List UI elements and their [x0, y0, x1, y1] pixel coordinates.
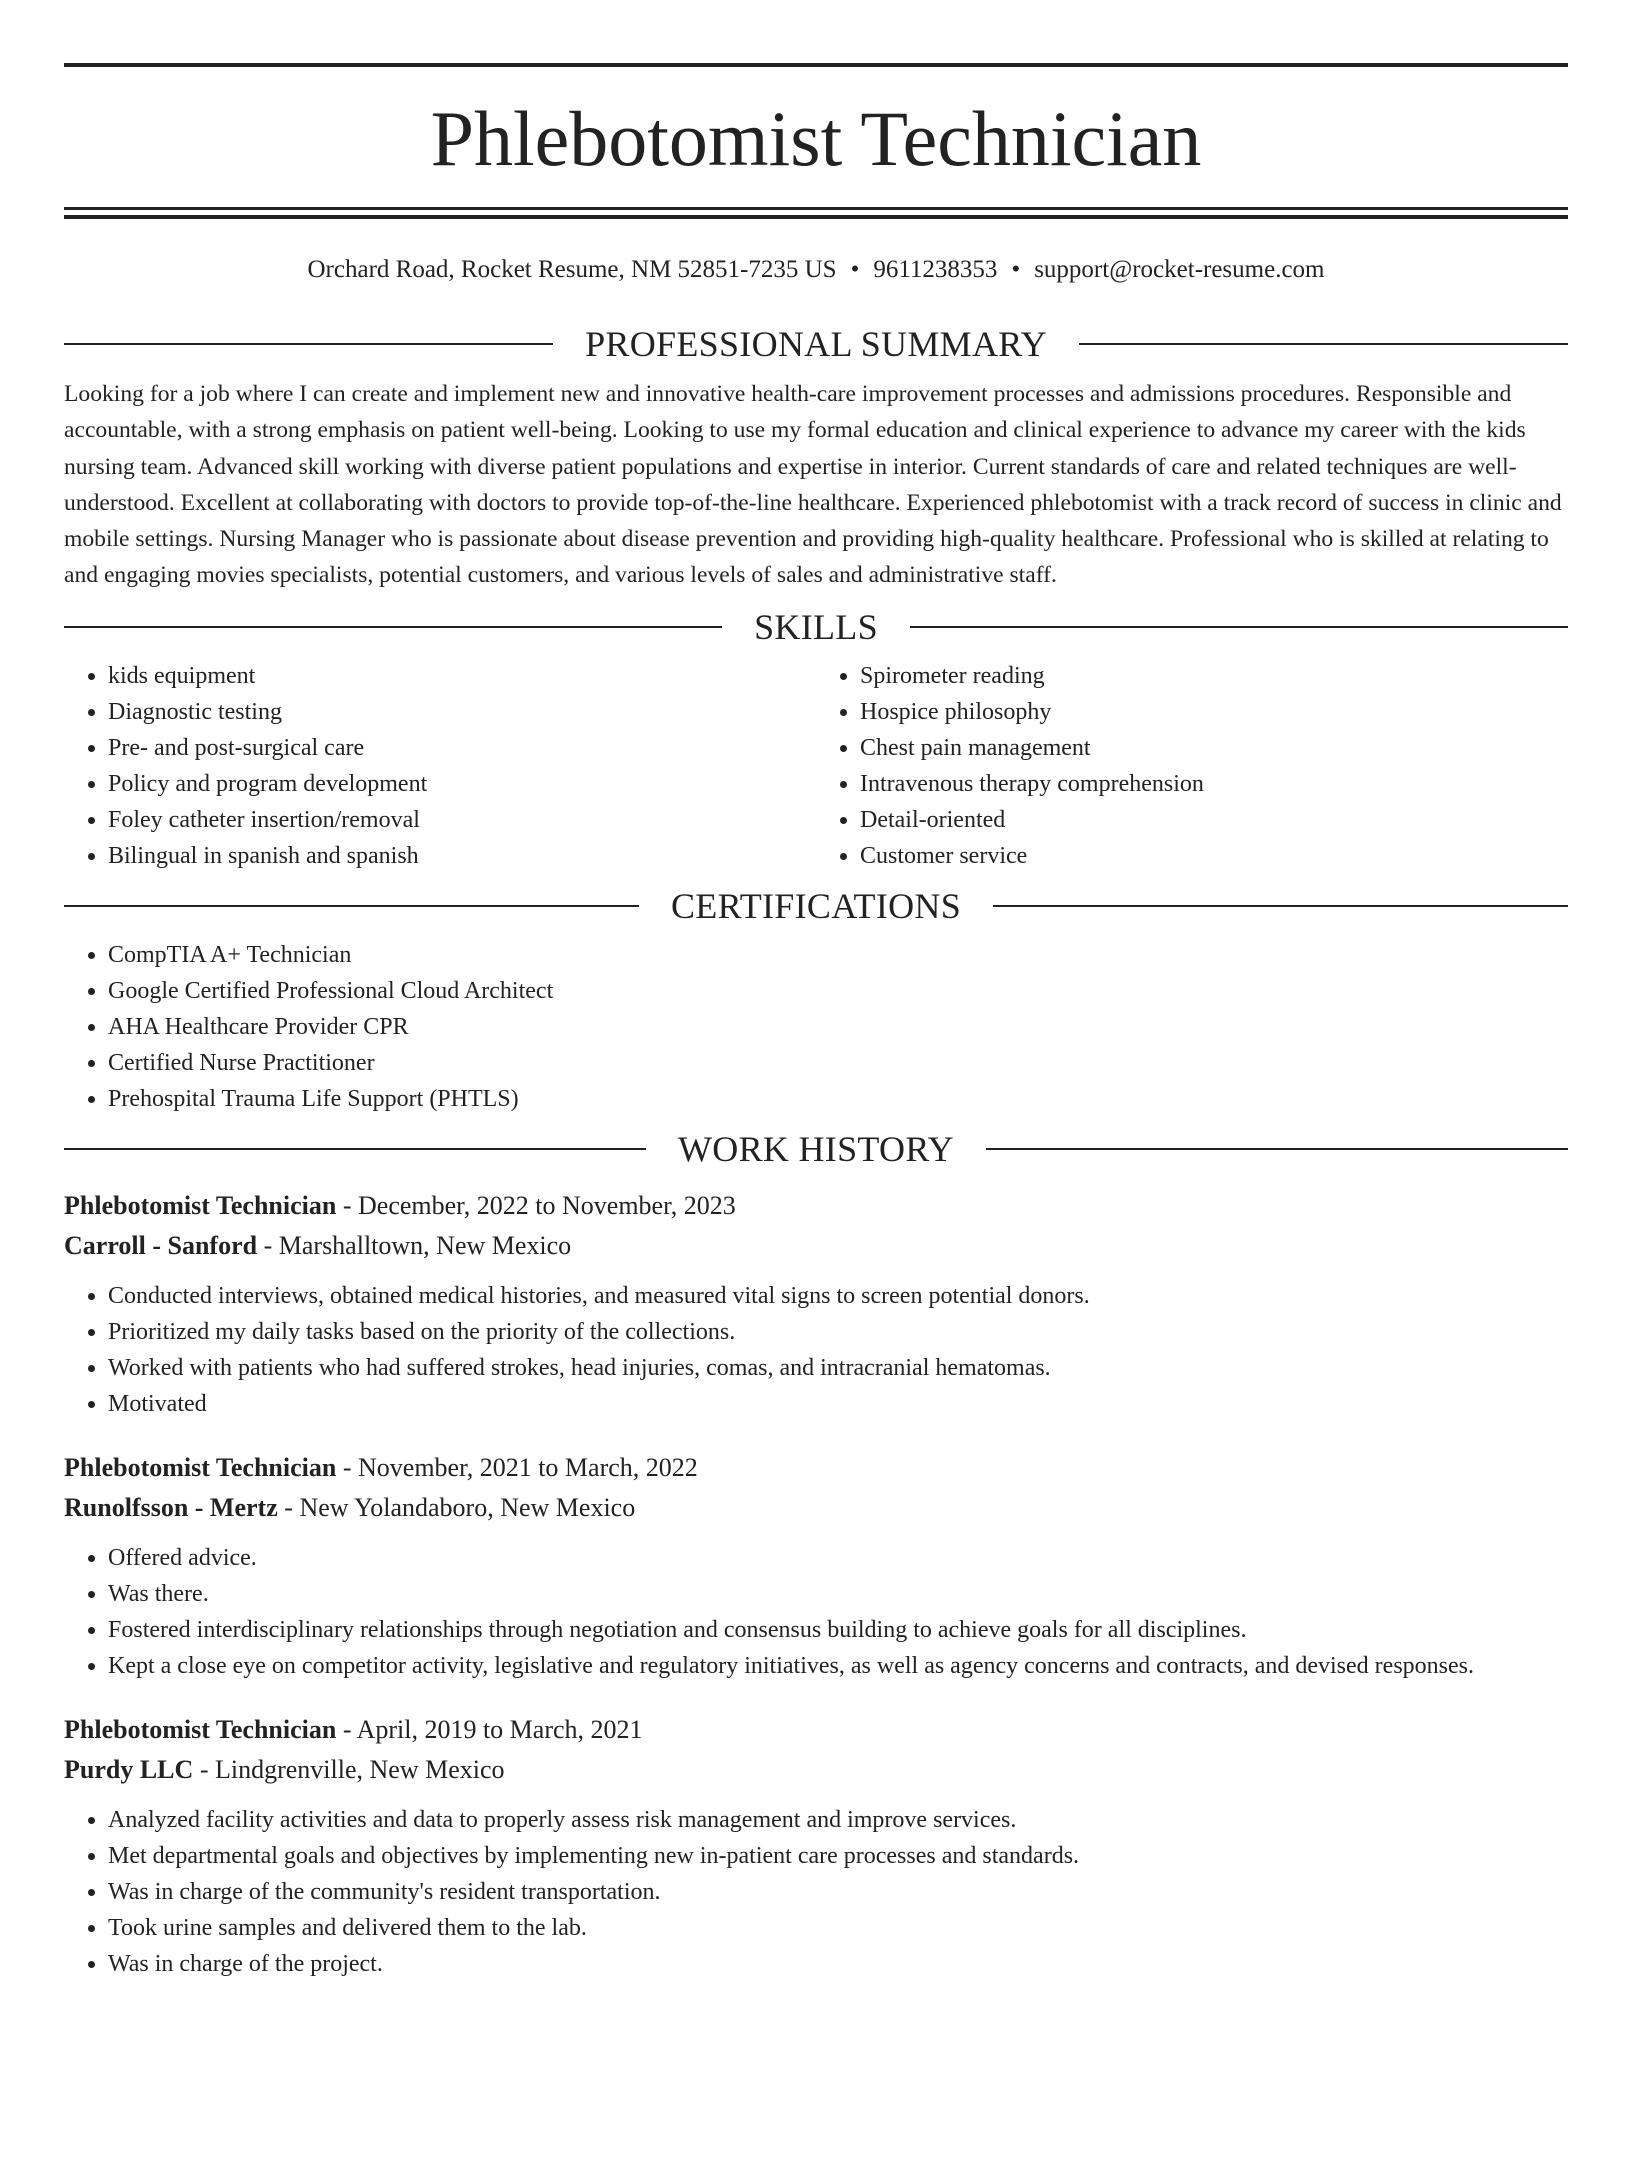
resume-title: Phlebotomist Technician: [430, 95, 1202, 182]
contact-separator: •: [850, 256, 860, 283]
skills-columns: [64, 658, 1568, 874]
skill-item: • Detail-oriented: [860, 802, 1568, 838]
certifications-list: [64, 937, 1568, 1117]
job-company-line: Purdy LLC - Lindgrenville, New Mexico: [64, 1754, 505, 1784]
job-company: Carroll - Sanford: [64, 1230, 258, 1260]
heading-rule-left: [64, 343, 553, 345]
job-entry: [64, 1186, 1568, 1422]
job-bullets: [64, 1540, 1568, 1684]
certifications-heading: [64, 886, 1568, 926]
job-company-line: Runolfsson - Mertz - New Yolandaboro, New Mexico: [64, 1492, 636, 1522]
heading-rule-left: [64, 905, 639, 907]
certification-item: • Certified Nurse Practitioner: [108, 1045, 1568, 1081]
job-title-line: Phlebotomist Technician - November, 2021 to March, 2022: [64, 1452, 698, 1482]
skill-item: • Foley catheter insertion/removal: [108, 802, 816, 838]
heading-rule-right: [986, 1148, 1568, 1150]
skill-item: • Diagnostic testing: [108, 694, 816, 730]
job-entry: [64, 1710, 1568, 1982]
job-bullet: • Was in charge of the community's resident transportation.: [108, 1874, 1568, 1910]
job-bullets: [64, 1278, 1568, 1422]
work-history-heading-label: WORK HISTORY: [678, 1128, 954, 1169]
job-bullet: • Met departmental goals and objectives by implementing new in-patient care processes and standards.: [108, 1838, 1568, 1874]
certifications-heading-label: CERTIFICATIONS: [670, 885, 962, 926]
job-company: Runolfsson - Mertz: [64, 1492, 278, 1522]
summary-heading-label: PROFESSIONAL SUMMARY: [585, 324, 1047, 364]
title-double-rule: [64, 207, 1568, 219]
job-location: New Yolandaboro, New Mexico: [299, 1492, 636, 1522]
certification-item: • CompTIA A+ Technician: [108, 937, 1568, 973]
job-title-line: Phlebotomist Technician - December, 2022 to November, 2023: [64, 1190, 736, 1220]
contact-phone: 9611238353: [873, 256, 998, 283]
job-dates: November, 2021 to March, 2022: [358, 1452, 698, 1482]
skill-item: • Hospice philosophy: [860, 694, 1568, 730]
heading-rule-left: [64, 1148, 646, 1150]
skills-list-right: [816, 658, 1568, 874]
job-bullet: • Conducted interviews, obtained medical histories, and measured vital signs to screen potential donors.: [108, 1278, 1568, 1314]
job-bullet: • Was there.: [108, 1576, 1568, 1612]
job-title: Phlebotomist Technician: [64, 1714, 337, 1744]
skill-item: • Bilingual in spanish and spanish: [108, 838, 816, 874]
job-bullet: • Prioritized my daily tasks based on the priority of the collections.: [108, 1314, 1568, 1350]
job-title: Phlebotomist Technician: [64, 1452, 337, 1482]
skills-heading-label: SKILLS: [754, 606, 878, 647]
job-dates: December, 2022 to November, 2023: [358, 1190, 736, 1220]
contact-email: support@rocket-resume.com: [1034, 256, 1325, 283]
job-bullet: • Motivated: [108, 1386, 1568, 1422]
job-dates: April, 2019 to March, 2021: [356, 1714, 643, 1744]
skill-item: • Chest pain management: [860, 730, 1568, 766]
skill-item: • Policy and program development: [108, 766, 816, 802]
skill-item: • Pre- and post-surgical care: [108, 730, 816, 766]
skill-item: • kids equipment: [108, 658, 816, 694]
contact-address: Orchard Road, Rocket Resume, NM 52851-7235 US: [307, 256, 837, 283]
skills-heading: [64, 607, 1568, 647]
summary-heading: [64, 324, 1568, 364]
summary-text: Looking for a job where I can create and implement new and innovative health-care improvement processes and admissions procedures. Responsible and accountable, with a strong emphasis on patient well-being. Looking to use my formal education and clinical experience to advance my career with the kids nursing team. Advanced skill working with diverse patient populations and expertise in interior. Current standards of care and related techniques are well-understood. Excellent at collaborating with doctors to provide top-of-the-line healthcare. Experienced phlebotomist with a track record of success in clinic and mobile settings. Nursing Manager who is passionate about disease prevention and providing high-quality healthcare. Professional who is skilled at relating to and engaging movies specialists, potential customers, and various levels of sales and administrative staff.: [64, 381, 1562, 589]
job-title-line: Phlebotomist Technician - April, 2019 to March, 2021: [64, 1714, 643, 1744]
job-entry: [64, 1448, 1568, 1684]
contact-line: [64, 255, 1568, 285]
contact-separator: •: [1011, 256, 1021, 283]
job-title: Phlebotomist Technician: [64, 1190, 337, 1220]
job-bullet: • Worked with patients who had suffered strokes, head injuries, comas, and intracranial hematomas.: [108, 1350, 1568, 1386]
job-bullet: • Analyzed facility activities and data to properly assess risk management and improve services.: [108, 1802, 1568, 1838]
job-bullet: • Was in charge of the project.: [108, 1946, 1568, 1982]
job-bullet: • Offered advice.: [108, 1540, 1568, 1576]
job-company: Purdy LLC: [64, 1754, 194, 1784]
certification-item: • Prehospital Trauma Life Support (PHTLS): [108, 1081, 1568, 1117]
certification-item: • AHA Healthcare Provider CPR: [108, 1009, 1568, 1045]
heading-rule-left: [64, 626, 722, 628]
resume-page: [0, 63, 1632, 2175]
job-bullet: • Took urine samples and delivered them to the lab.: [108, 1910, 1568, 1946]
heading-rule-right: [1079, 343, 1568, 345]
job-company-line: Carroll - Sanford - Marshalltown, New Mexico: [64, 1230, 572, 1260]
job-location: Marshalltown, New Mexico: [278, 1230, 572, 1260]
top-rule: [64, 63, 1568, 67]
skills-list-left: [64, 658, 816, 874]
heading-rule-right: [910, 626, 1568, 628]
skill-item: • Spirometer reading: [860, 658, 1568, 694]
certification-item: • Google Certified Professional Cloud Architect: [108, 973, 1568, 1009]
job-bullets: [64, 1802, 1568, 1982]
skill-item: • Intravenous therapy comprehension: [860, 766, 1568, 802]
job-location: Lindgrenville, New Mexico: [214, 1754, 505, 1784]
job-bullet: • Kept a close eye on competitor activity, legislative and regulatory initiatives, as well as agency concerns and contracts, and devised responses.: [108, 1648, 1568, 1684]
work-history-heading: [64, 1129, 1568, 1169]
skill-item: • Customer service: [860, 838, 1568, 874]
job-bullet: • Fostered interdisciplinary relationships through negotiation and consensus building to achieve goals for all disciplines.: [108, 1612, 1568, 1648]
heading-rule-right: [993, 905, 1568, 907]
